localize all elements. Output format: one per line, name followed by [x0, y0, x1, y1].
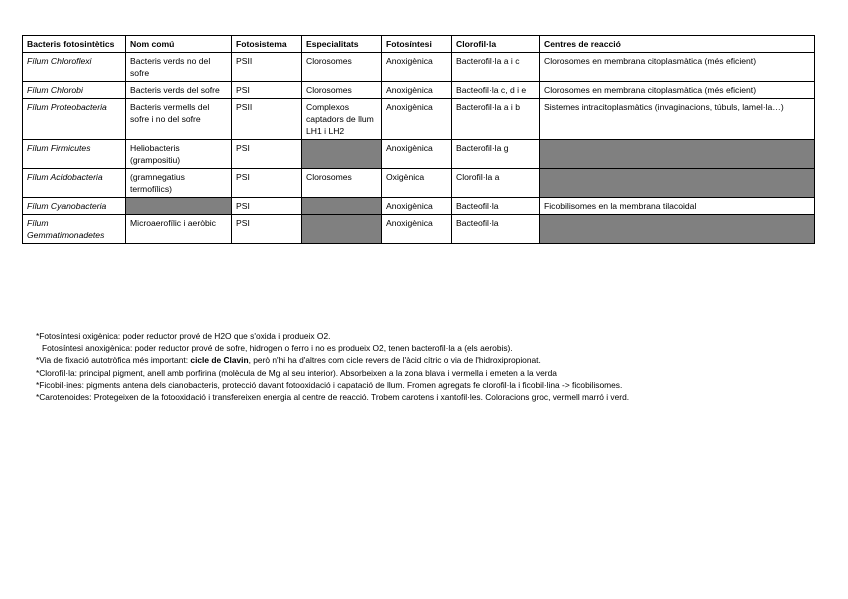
- header-especialitats: Especialitats: [302, 36, 382, 53]
- note-fotosintesi-oxigenica: *Fotosíntesi oxigènica: poder reductor prové de H2O que s'oxida i produeix O2.: [36, 331, 331, 341]
- cell-fotosistema: PSI: [232, 82, 302, 99]
- cell-especialitats: Clorosomes: [302, 82, 382, 99]
- cell-nom: Bacteris verds no del sofre: [126, 53, 232, 82]
- bacteria-table: [22, 35, 815, 244]
- cell-fotosistema: PSII: [232, 99, 302, 140]
- cell-nom: Microaerofílic i aeròbic: [126, 215, 232, 244]
- cell-empty-grey: [540, 169, 815, 198]
- cell-clorofila: Clorofil·la a: [452, 169, 540, 198]
- cell-empty-grey: [302, 215, 382, 244]
- header-clorofila: Clorofil·la: [452, 36, 540, 53]
- cell-nom: (gramnegatius termofílics): [126, 169, 232, 198]
- table-row: [23, 169, 815, 198]
- table-header-row: [23, 36, 815, 53]
- note-via-fixacio-intro: *Via de fixació autotròfica més important:: [36, 355, 191, 366]
- cell-clorofila: Bacteofil·la c, d i e: [452, 82, 540, 99]
- header-centres: Centres de reacció: [540, 36, 815, 53]
- cell-fotosistema: PSII: [232, 53, 302, 82]
- cell-fotosistema: PSI: [232, 215, 302, 244]
- note-via-fixacio: [36, 354, 816, 366]
- header-fotosintesi: Fotosíntesi: [382, 36, 452, 53]
- cell-fotosintesi: Anoxigènica: [382, 99, 452, 140]
- cell-fotosistema: PSI: [232, 140, 302, 169]
- note-clorofila: *Clorofil·la: principal pigment, anell amb porfirina (molècula de Mg al seu interior). Absorbeixen a la zona blava i vermella i emeten a la verda: [36, 367, 557, 378]
- cell-especialitats: Clorosomes: [302, 53, 382, 82]
- table-row: [23, 140, 815, 169]
- cell-filum: Fílum Proteobacteria: [23, 99, 126, 140]
- cell-fotosintesi: Anoxigènica: [382, 82, 452, 99]
- notes-section: [36, 330, 816, 403]
- header-fotosistema: Fotosistema: [232, 36, 302, 53]
- note-cicle-clavin: cicle de Clavin: [190, 355, 249, 366]
- table-row: [23, 99, 815, 140]
- header-bacteris: Bacteris fotosintètics: [23, 36, 126, 53]
- note-ficobilines: *Ficobil·ines: pigments antena dels cianobacteris, protecció davant fotooxidació i capatació de llum. Fromen agregats fe clorofil·la i ficobil·lina -> ficobilisomes.: [36, 379, 623, 390]
- cell-empty-grey: [302, 140, 382, 169]
- cell-fotosintesi: Anoxigènica: [382, 140, 452, 169]
- cell-filum: Fílum Gemmatimonadetes: [23, 215, 126, 244]
- cell-fotosintesi: Oxigènica: [382, 169, 452, 198]
- cell-centres: Clorosomes en membrana citoplasmàtica (més eficient): [540, 53, 815, 82]
- cell-especialitats: Clorosomes: [302, 169, 382, 198]
- cell-fotosistema: PSI: [232, 169, 302, 198]
- cell-fotosintesi: Anoxigènica: [382, 53, 452, 82]
- table-row: [23, 53, 815, 82]
- cell-fotosistema: PSI: [232, 198, 302, 215]
- cell-filum: Fílum Cyanobacteria: [23, 198, 126, 215]
- cell-centres: Clorosomes en membrana citoplasmàtica (més eficient): [540, 82, 815, 99]
- cell-filum: Fílum Acidobacteria: [23, 169, 126, 198]
- note-via-fixacio-rest: , però n'hi ha d'altres com cicle revers de l'àcid cítric o via de l'hidroxipropionat.: [248, 355, 541, 366]
- cell-nom: Bacteris vermells del sofre i no del sofre: [126, 99, 232, 140]
- cell-clorofila: Bacterofil·la a i c: [452, 53, 540, 82]
- cell-clorofila: Bacteofil·la: [452, 198, 540, 215]
- cell-filum: Fílum Chloroflexi: [23, 53, 126, 82]
- cell-filum: Fílum Firmicutes: [23, 140, 126, 169]
- cell-empty-grey: [540, 140, 815, 169]
- cell-empty-grey: [302, 198, 382, 215]
- table-row: [23, 82, 815, 99]
- cell-filum: Fílum Chlorobi: [23, 82, 126, 99]
- cell-nom: Bacteris verds del sofre: [126, 82, 232, 99]
- cell-especialitats: Complexos captadors de llum LH1 i LH2: [302, 99, 382, 140]
- cell-fotosintesi: Anoxigènica: [382, 198, 452, 215]
- cell-clorofila: Bacteofil·la: [452, 215, 540, 244]
- header-nom-comu: Nom comú: [126, 36, 232, 53]
- cell-empty-grey: [126, 198, 232, 215]
- cell-nom: Heliobacteris (grampositiu): [126, 140, 232, 169]
- table-row: [23, 215, 815, 244]
- cell-fotosintesi: Anoxigènica: [382, 215, 452, 244]
- cell-clorofila: Bacterofil·la a i b: [452, 99, 540, 140]
- note-carotenoides: *Carotenoides: Protegeixen de la fotooxidació i transfereixen energia al centre de reacció. Trobem carotens i xantofil·les. Coloracions groc, vermell marró i verd.: [36, 392, 630, 403]
- cell-centres: Sistemes intracitoplasmàtics (invaginacions, túbuls, lamel·la…): [540, 99, 815, 140]
- note-fotosintesi-anoxigenica: Fotosíntesi anoxigènica: poder reductor prové de sofre, hidrogen o ferro i no es produeix O2, tenen bacterofil·la a (els aerobis).: [42, 343, 513, 354]
- table-row: [23, 198, 815, 215]
- cell-centres: Ficobilisomes en la membrana tilacoidal: [540, 198, 815, 215]
- cell-clorofila: Bacterofil·la g: [452, 140, 540, 169]
- cell-empty-grey: [540, 215, 815, 244]
